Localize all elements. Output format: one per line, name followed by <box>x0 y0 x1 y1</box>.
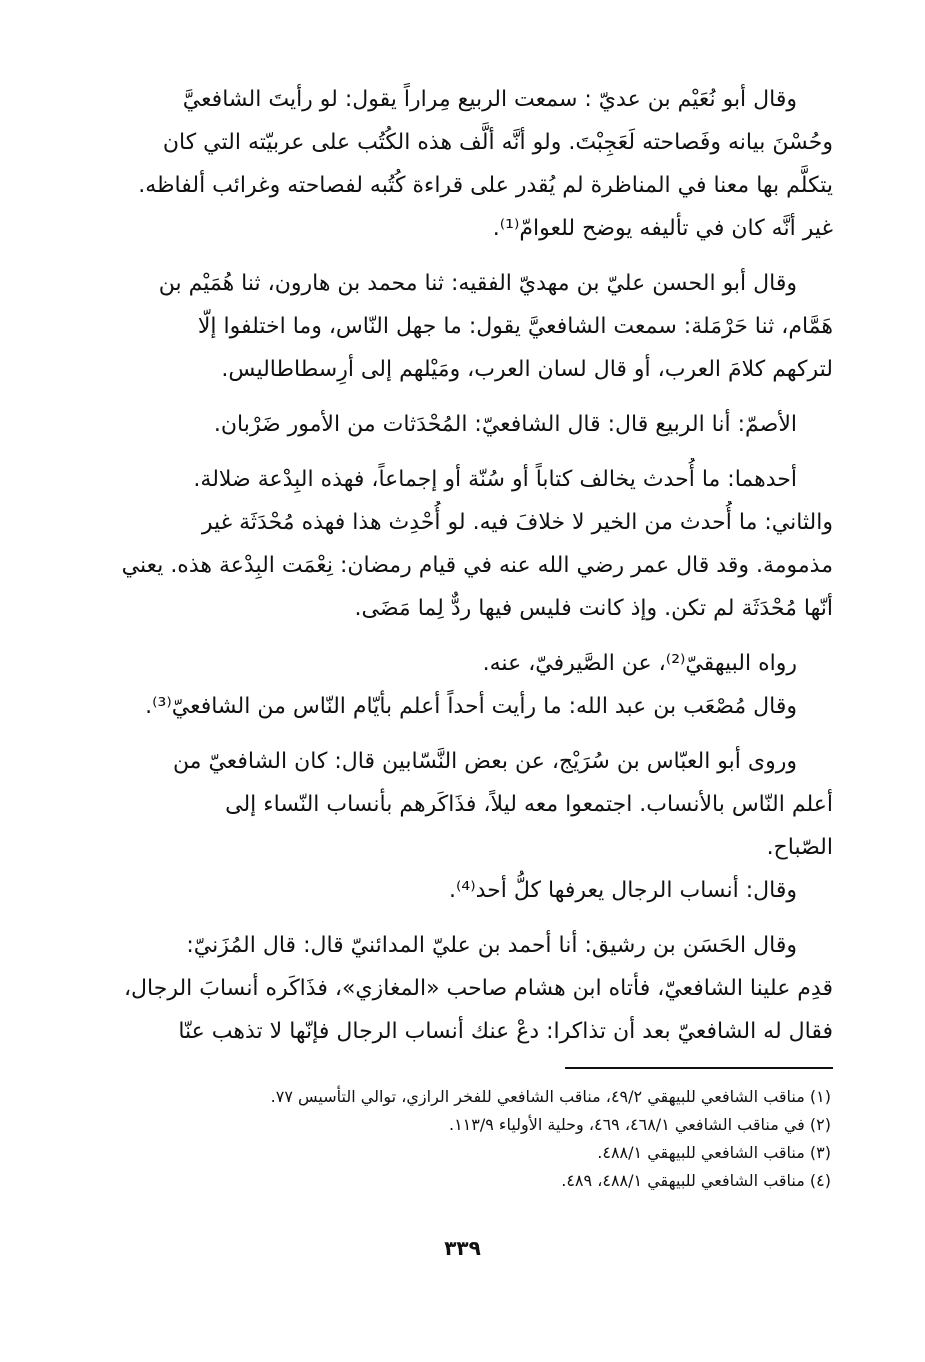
text-line: وقال أبو الحسن عليّ بن مهديّ الفقيه: ثنا محمد بن هارون، ثنا هُمَيْم بن <box>158 271 797 296</box>
text-line: وحُسْنَ بيانه وفَصاحته لَعَجِبْتَ. ولو أنَّه ألَّف هذه الكُتُب على عربيّته التي كان <box>162 130 833 155</box>
page-number: ٣٣٩ <box>444 1236 481 1260</box>
text-line: رواه البيهقيّ⁽²⁾، عن الصَّيرفيّ، عنه. <box>482 651 797 676</box>
footnote-divider <box>565 1067 833 1069</box>
text-line: والثاني: ما أُحدث من الخير لا خلافَ فيه. لو أُحْدِث هذا فهذه مُحْدَثَة غير <box>201 510 833 535</box>
text-line: مذمومة. وقد قال عمر رضي الله عنه في قيام رمضان: نِعْمَت البِدْعة هذه. يعني <box>121 553 833 578</box>
text-line: أعلم النّاس بالأنساب. اجتمعوا معه ليلاً، فذَاكَرهم بأنساب النّساء إلى <box>225 792 833 817</box>
text-line: غير أنَّه كان في تأليفه يوضح للعوامّ⁽¹⁾. <box>492 216 833 241</box>
paragraph <box>92 262 833 391</box>
text-line: أنّها مُحْدَثَة لم تكن. وإذ كانت فليس فيها ردٌّ لِما مَضَى. <box>354 596 833 621</box>
footnote: (٣) مناقب الشافعي للبيهقي ٤٨٨/١. <box>597 1143 831 1162</box>
paragraph <box>92 403 833 446</box>
text-line: الأصمّ: أنا الربيع قال: قال الشافعيّ: المُحْدَثات من الأمور ضَرْبان. <box>213 412 797 437</box>
paragraph <box>92 78 833 250</box>
text-line: فقال له الشافعيّ بعد أن تذاكرا: دعْ عنك أنساب الرجال فإنّها لا تذهب عنّا <box>178 1019 833 1044</box>
text-line: الصّباح. <box>766 835 833 860</box>
paragraph <box>92 740 833 912</box>
paragraph <box>92 642 833 728</box>
text-line: قدِم علينا الشافعيّ، فأتاه ابن هشام صاحب «المغازي»، فذَاكَره أنسابَ الرجال، <box>123 976 833 1001</box>
paragraph <box>92 924 833 1053</box>
footnote: (٢) في مناقب الشافعي ٤٦٨/١، ٤٦٩، وحلية الأولياء ١١٣/٩. <box>448 1115 831 1134</box>
page-body <box>92 78 833 1065</box>
text-line: أحدهما: ما أُحدث يخالف كتاباً أو سُنّة أو إجماعاً، فهذه البِدْعة ضلالة. <box>193 467 797 492</box>
text-line: وقال الحَسَن بن رشيق: أنا أحمد بن عليّ المدائنيّ قال: قال المُزَنيّ: <box>186 933 797 958</box>
footnotes <box>90 1083 831 1195</box>
footnote: (١) مناقب الشافعي للبيهقي ٤٩/٢، مناقب الشافعي للفخر الرازي، توالي التأسيس ٧٧. <box>270 1087 831 1106</box>
text-line: وروى أبو العبّاس بن سُرَيْج، عن بعض النَّسّابين قال: كان الشافعيّ من <box>172 749 797 774</box>
text-line: هَمَّام، ثنا حَرْمَلة: سمعت الشافعيَّ يقول: ما جهل النّاس، وما اختلفوا إلّا <box>197 314 833 339</box>
text-line: يتكلَّم بها معنا في المناظرة لم يُقدر على قراءة كُتُبه لفصاحته وغرائب ألفاظه. <box>138 173 833 198</box>
paragraph <box>92 458 833 630</box>
footnote: (٤) مناقب الشافعي للبيهقي ٤٨٨/١، ٤٨٩. <box>561 1171 831 1190</box>
text-line: وقال أبو نُعَيْم بن عديّ : سمعت الربيع مِراراً يقول: لو رأيتَ الشافعيَّ <box>182 87 797 112</box>
text-line: لتركهم كلامَ العرب، أو قال لسان العرب، ومَيْلهم إلى أرِسطاطاليس. <box>221 357 833 382</box>
text-line: وقال: أنساب الرجال يعرفها كلُّ أحد⁽⁴⁾. <box>449 878 797 903</box>
text-line: وقال مُصْعَب بن عبد الله: ما رأيت أحداً أعلم بأيّام النّاس من الشافعيّ⁽³⁾. <box>145 694 797 719</box>
